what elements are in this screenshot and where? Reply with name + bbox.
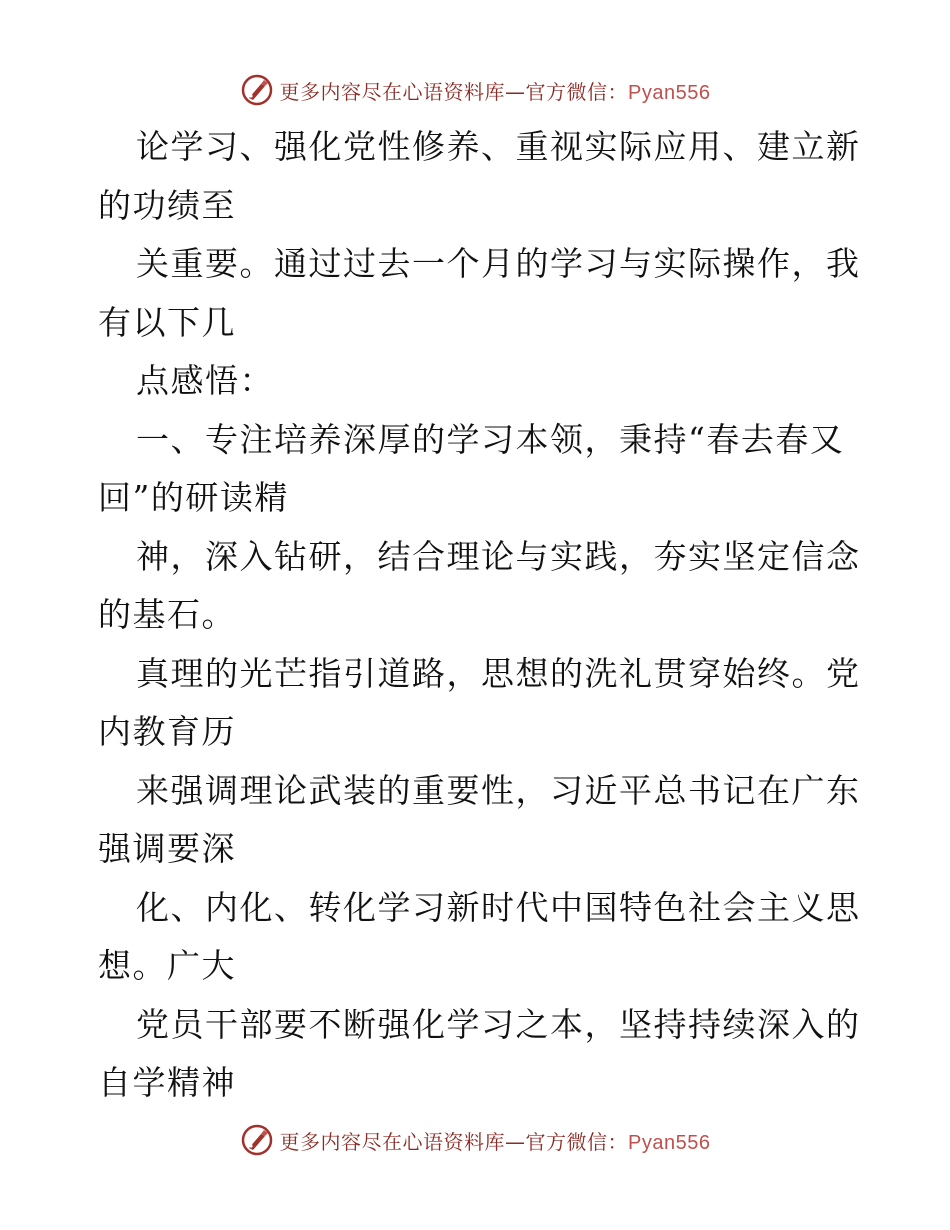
paragraph-line: 党员干部要不断强化学习之本，坚持持续深入的 xyxy=(136,1004,861,1044)
paragraph-line: 神，深入钻研，结合理论与实践，夯实坚定信念 xyxy=(136,536,861,576)
footer-banner xyxy=(0,1118,950,1162)
banner-wechat-label: 官方微信： xyxy=(525,1129,629,1154)
banner-wechat-label: 官方微信： xyxy=(525,79,629,104)
paragraph-line: 内教育历 xyxy=(98,712,236,751)
paragraph-line: 化、内化、转化学习新时代中国特色社会主义思 xyxy=(136,887,861,927)
paragraph-line: 有以下几 xyxy=(98,302,236,342)
banner-wechat-id: Pyan556 xyxy=(628,81,711,104)
paragraph-line: 自学精神 xyxy=(98,1063,236,1102)
paragraph-line: 的功绩至 xyxy=(98,185,236,225)
paragraph-line: 回”的研读精 xyxy=(98,478,289,517)
pen-nib-logo-icon xyxy=(240,1123,274,1157)
paragraph-line: 真理的光芒指引道路，思想的洗礼贯穿始终。党 xyxy=(136,653,861,693)
paragraph-line: 想。广大 xyxy=(98,946,236,985)
banner-prefix: 更多内容尽在心语资料库 xyxy=(279,79,506,104)
paragraph-line: 一、专注培养深厚的学习本领，秉持“春去春又 xyxy=(136,419,845,459)
banner-dash: — xyxy=(505,1129,526,1154)
banner-wechat-id: Pyan556 xyxy=(628,1131,711,1154)
banner-dash: — xyxy=(505,79,526,104)
banner-text xyxy=(280,1126,711,1155)
banner-text xyxy=(280,76,711,105)
paragraph-line: 点感悟： xyxy=(136,361,274,400)
paragraph-line: 强调要深 xyxy=(98,829,236,868)
paragraph-line: 的基石。 xyxy=(98,595,236,634)
pen-nib-logo-icon xyxy=(240,73,274,107)
banner-prefix: 更多内容尽在心语资料库 xyxy=(279,1129,506,1154)
paragraph-line: 来强调理论武装的重要性，习近平总书记在广东 xyxy=(136,770,861,810)
header-banner xyxy=(0,68,950,112)
document-body xyxy=(98,118,861,1113)
paragraph-line: 论学习、强化党性修养、重视实际应用、建立新 xyxy=(136,127,861,166)
paragraph-line: 关重要。通过过去一个月的学习与实际操作，我 xyxy=(136,244,861,283)
